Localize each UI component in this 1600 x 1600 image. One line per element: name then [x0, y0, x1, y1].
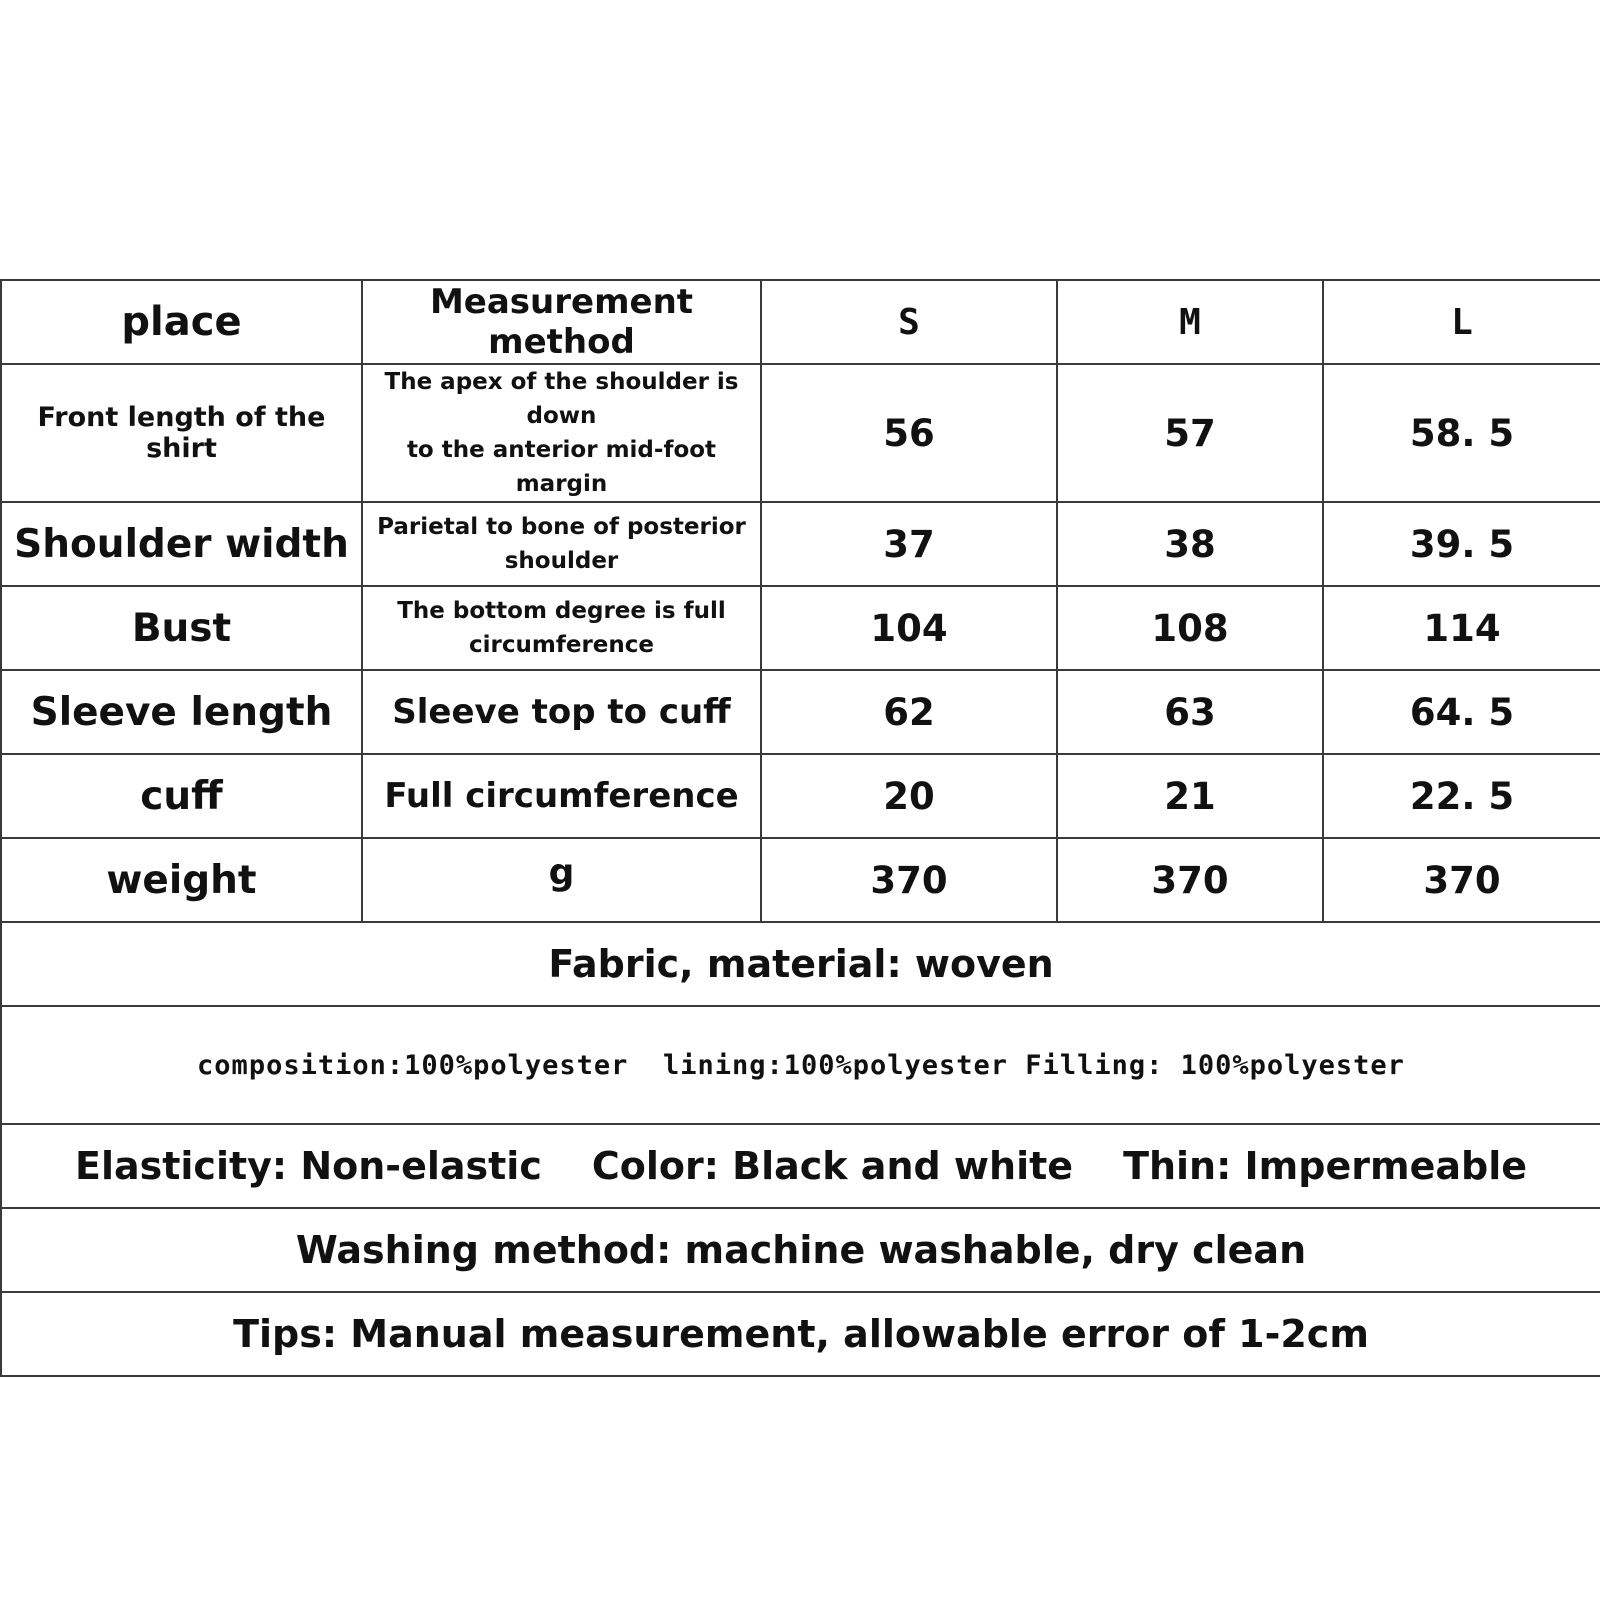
value-l: 370 [1323, 838, 1600, 922]
method-line: The bottom degree is full [397, 598, 726, 624]
header-method: Measurement method [362, 280, 761, 364]
value-l: 58. 5 [1323, 364, 1600, 502]
header-size-m: M [1057, 280, 1323, 364]
header-place: place [1, 280, 362, 364]
method-line: to the anterior mid-foot margin [406, 437, 717, 497]
method-line: shoulder [504, 548, 619, 574]
method-unit: g [548, 851, 575, 893]
value-l: 64. 5 [1323, 670, 1600, 754]
row-place: Sleeve length [1, 670, 362, 754]
fabric-row [1, 922, 1600, 1006]
value-s: 62 [761, 670, 1057, 754]
value-m: 21 [1057, 754, 1323, 838]
composition-row [1, 1006, 1600, 1124]
table-row [1, 364, 1600, 502]
row-place: weight [1, 838, 362, 922]
row-place: Front length of the shirt [1, 364, 362, 502]
value-s: 370 [761, 838, 1057, 922]
method-line: Parietal to bone of posterior [377, 514, 746, 540]
value-m: 38 [1057, 502, 1323, 586]
table-row [1, 586, 1600, 670]
row-method [362, 364, 761, 502]
row-method [362, 838, 761, 922]
method-line: The apex of the shoulder is down [384, 369, 739, 429]
header-size-l: L [1323, 280, 1600, 364]
table-row [1, 838, 1600, 922]
row-method [362, 586, 761, 670]
header-size-s: S [761, 280, 1057, 364]
row-place: Shoulder width [1, 502, 362, 586]
washing-row [1, 1208, 1600, 1292]
table-row [1, 502, 1600, 586]
value-m: 370 [1057, 838, 1323, 922]
row-method [362, 502, 761, 586]
table-row [1, 670, 1600, 754]
size-chart-table [0, 279, 1600, 1377]
fabric-text: Fabric, material: woven [1, 922, 1600, 1006]
value-m: 63 [1057, 670, 1323, 754]
table-row [1, 754, 1600, 838]
tips-text: Tips: Manual measurement, allowable error of 1-2cm [1, 1292, 1600, 1376]
value-s: 20 [761, 754, 1057, 838]
properties-row [1, 1124, 1600, 1208]
washing-text: Washing method: machine washable, dry clean [1, 1208, 1600, 1292]
row-method: Sleeve top to cuff [362, 670, 761, 754]
value-s: 37 [761, 502, 1057, 586]
row-place: cuff [1, 754, 362, 838]
composition-text: composition:100%polyester lining:100%polyester Filling: 100%polyester [1, 1006, 1600, 1124]
value-s: 104 [761, 586, 1057, 670]
row-place: Bust [1, 586, 362, 670]
color-text: Color: Black and white [591, 1144, 1074, 1188]
row-method: Full circumference [362, 754, 761, 838]
value-l: 39. 5 [1323, 502, 1600, 586]
value-m: 57 [1057, 364, 1323, 502]
elasticity-text: Elasticity: Non-elastic [75, 1144, 542, 1188]
value-s: 56 [761, 364, 1057, 502]
header-row [1, 280, 1600, 364]
properties-cell [1, 1124, 1600, 1208]
value-l: 22. 5 [1323, 754, 1600, 838]
method-line: circumference [469, 632, 654, 658]
value-l: 114 [1323, 586, 1600, 670]
tips-row [1, 1292, 1600, 1376]
value-m: 108 [1057, 586, 1323, 670]
thin-text: Thin: Impermeable [1123, 1144, 1527, 1188]
